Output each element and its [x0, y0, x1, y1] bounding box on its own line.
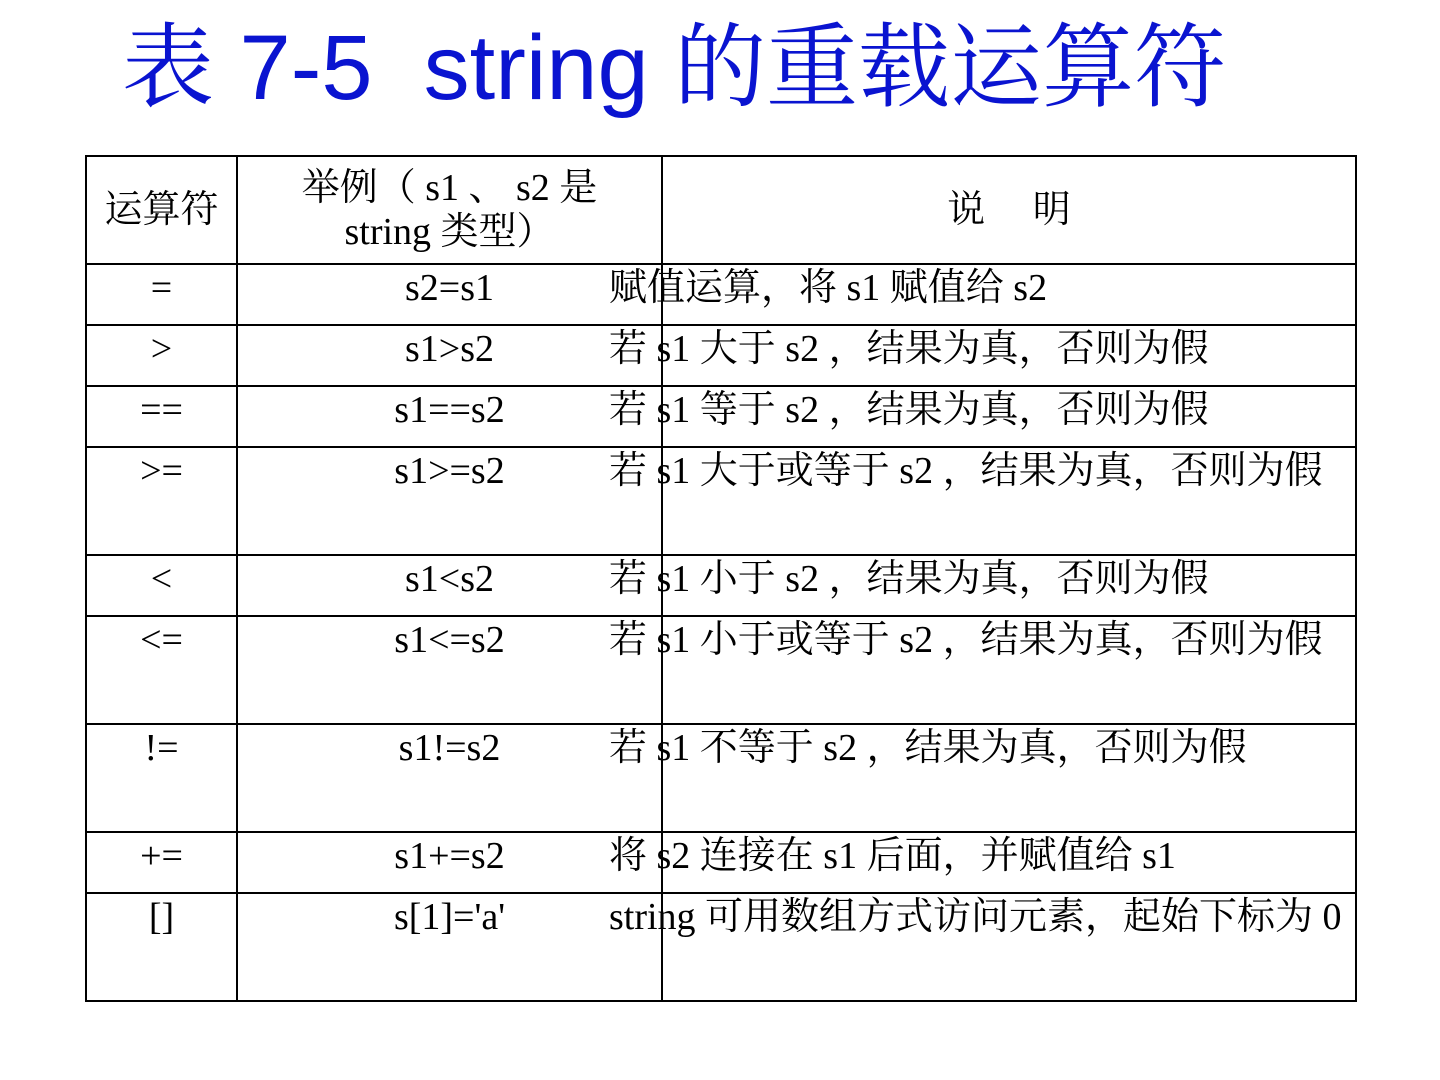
operator-cell: = [86, 264, 237, 325]
example-cell: s1>=s2 [237, 447, 662, 555]
table-row [86, 325, 1356, 386]
example-cell: s[1]='a' [237, 893, 662, 1001]
description-cell: 若 s1 大于或等于 s2 ，结果为真，否则为假 [662, 447, 1356, 555]
header-operator: 运算符 [86, 156, 237, 264]
example-cell: s1==s2 [237, 386, 662, 447]
table-row [86, 447, 1356, 555]
description-cell: 若 s1 不等于 s2 ，结果为真，否则为假 [662, 724, 1356, 832]
table-row [86, 893, 1356, 1001]
example-cell: s1>s2 [237, 325, 662, 386]
operator-cell: += [86, 832, 237, 893]
example-cell: s1<s2 [237, 555, 662, 616]
table-row [86, 555, 1356, 616]
description-cell: 若 s1 大于 s2 ，结果为真，否则为假 [662, 325, 1356, 386]
table-row [86, 386, 1356, 447]
table-row [86, 264, 1356, 325]
operator-table [85, 155, 1357, 1002]
operator-cell: > [86, 325, 237, 386]
header-description: 说 明 [662, 156, 1356, 264]
description-cell: 若 s1 等于 s2 ，结果为真，否则为假 [662, 386, 1356, 447]
header-example: 举例（ s1 、 s2 是 string 类型） [237, 156, 662, 264]
operator-cell: != [86, 724, 237, 832]
description-cell: 赋值运算，将 s1 赋值给 s2 [662, 264, 1356, 325]
example-cell: s1!=s2 [237, 724, 662, 832]
operator-cell: >= [86, 447, 237, 555]
operator-cell: < [86, 555, 237, 616]
table-row [86, 832, 1356, 893]
example-cell: s1+=s2 [237, 832, 662, 893]
example-cell: s2=s1 [237, 264, 662, 325]
description-cell: 若 s1 小于 s2 ，结果为真，否则为假 [662, 555, 1356, 616]
description-cell: 将 s2 连接在 s1 后面，并赋值给 s1 [662, 832, 1356, 893]
description-cell: string 可用数组方式访问元素，起始下标为 0 [662, 893, 1356, 1001]
operator-cell: [] [86, 893, 237, 1001]
table-header-row [86, 156, 1356, 264]
operator-cell: == [86, 386, 237, 447]
example-cell: s1<=s2 [237, 616, 662, 724]
table-row [86, 724, 1356, 832]
operator-cell: <= [86, 616, 237, 724]
page-title: 表 7-5 string 的重载运算符 [122, 17, 1227, 119]
description-cell: 若 s1 小于或等于 s2 ，结果为真，否则为假 [662, 616, 1356, 724]
table-row [86, 616, 1356, 724]
